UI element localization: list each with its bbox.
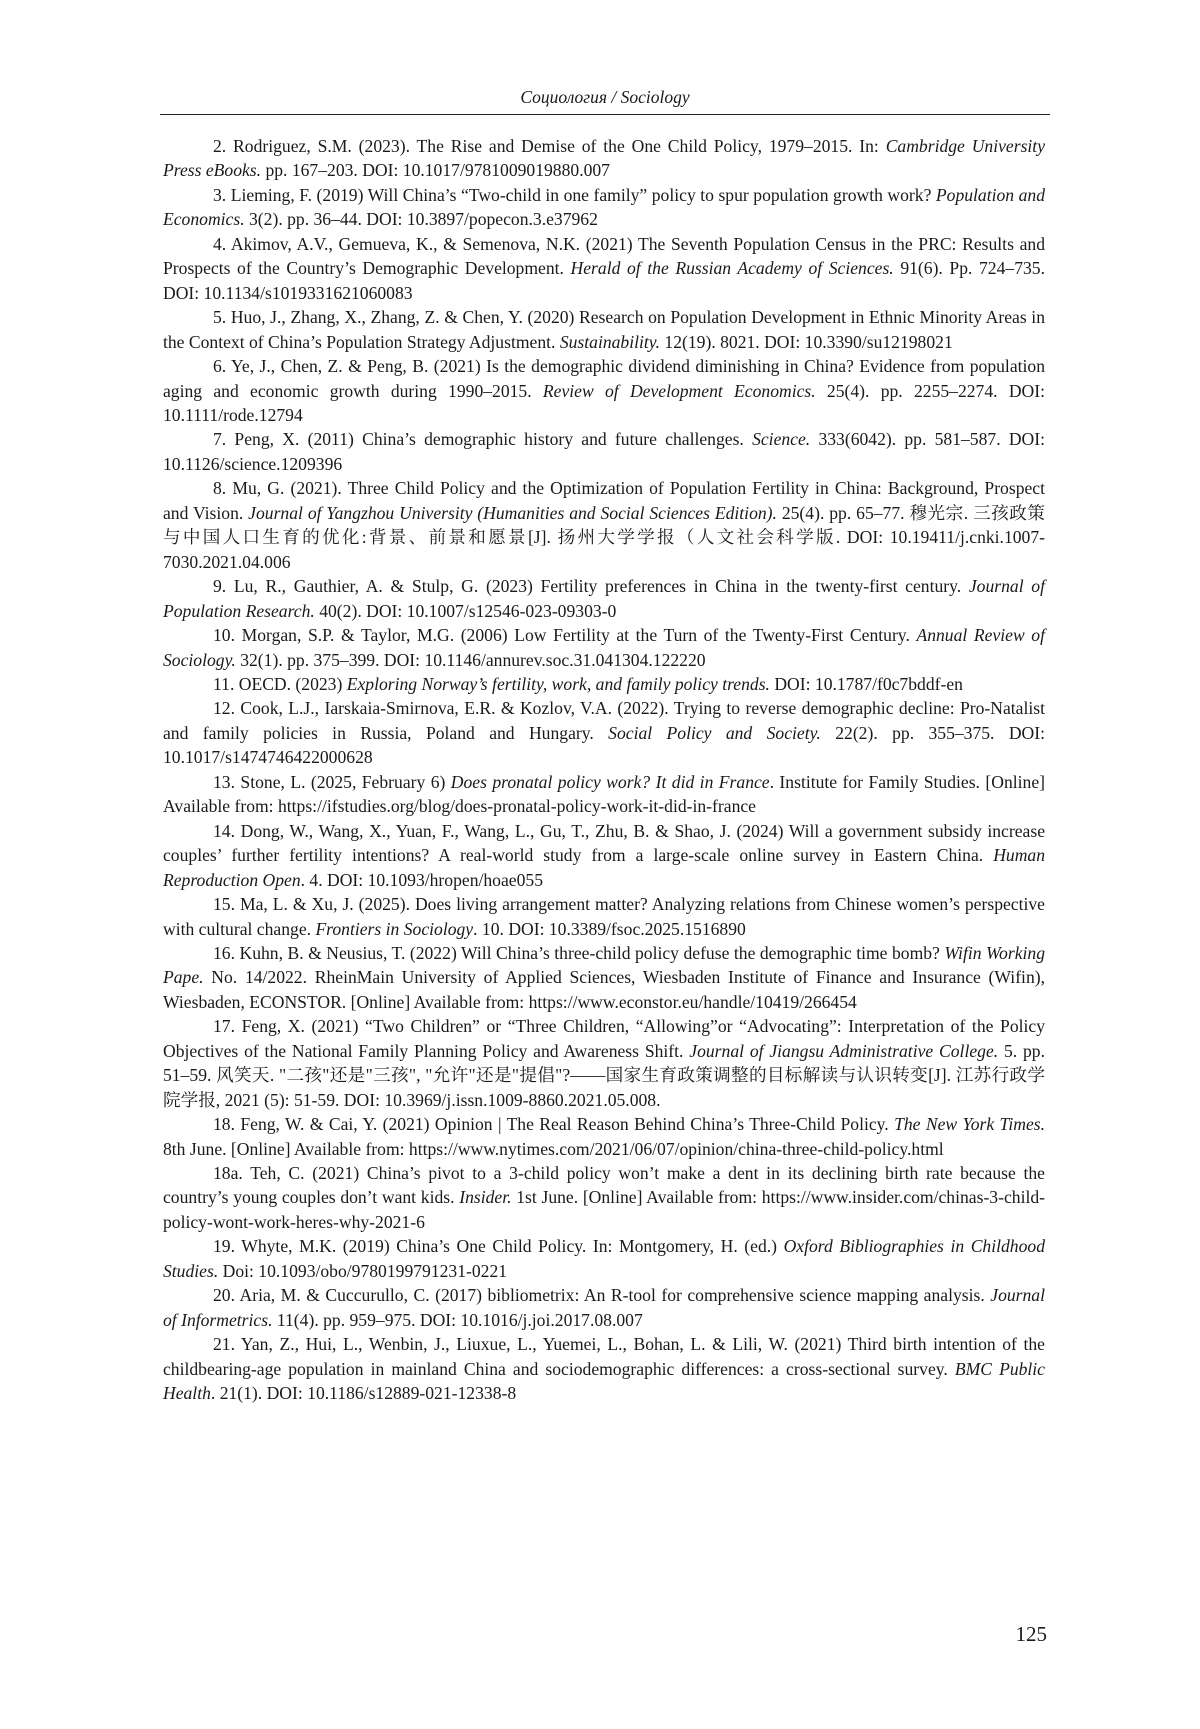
- reference-item-7: [163, 427, 1045, 476]
- reference-text: 7. Peng, X. (2011) China’s demographic history and future challenges.: [213, 429, 753, 450]
- reference-text: 4. Akimov, A.V., Gemueva, K., & Semenova, N.K. (2021) The Seventh Population Census in the PRC: Results and Prospects of the Country’s Demographic Development.: [163, 233, 1045, 279]
- reference-text: pp. 167–203. DOI: 10.1017/9781009019880.007: [261, 160, 610, 181]
- reference-text: 40(2). DOI: 10.1007/s12546-023-09303-0: [314, 600, 617, 621]
- reference-item-18: [163, 1112, 1045, 1161]
- reference-item-6: [163, 354, 1045, 427]
- reference-text: . 21(1). DOI: 10.1186/s12889-021-12338-8: [210, 1383, 517, 1404]
- reference-source-title: Journal of Jiangsu Administrative College.: [689, 1040, 999, 1061]
- reference-source-title: Wifin Working Pape.: [163, 942, 1045, 988]
- reference-list: [163, 134, 1045, 1406]
- reference-item-11: [163, 672, 1045, 696]
- reference-source-title: Journal of Population Research.: [163, 576, 1045, 621]
- reference-text: 12. Cook, L.J., Iarskaia-Smirnova, E.R. & Kozlov, V.A. (2022). Trying to reverse demographic decline: Pro-Natalist and family policies in Russia, Poland and Hungary.: [163, 698, 1045, 743]
- reference-item-2: [163, 134, 1045, 183]
- reference-text: 11. OECD. (2023): [213, 673, 347, 694]
- reference-item-14: [163, 819, 1045, 892]
- reference-text: 3. Lieming, F. (2019) Will China’s “Two-child in one family” policy to spur population growth work?: [213, 184, 936, 205]
- header-divider: [160, 114, 1050, 115]
- reference-item-20: [163, 1283, 1045, 1332]
- reference-source-title: Journal of Yangzhou University (Humanities and Social Sciences Edition).: [248, 502, 777, 523]
- reference-text: DOI: 10.1787/f0c7bddf-en: [769, 673, 963, 694]
- reference-item-8: [163, 476, 1045, 574]
- reference-text: 22(2). pp. 355–375. DOI: 10.1017/s1474746422000628: [163, 722, 1045, 768]
- reference-source-title: Sustainability.: [559, 331, 661, 352]
- reference-source-title: Journal of Informetrics.: [163, 1285, 1045, 1330]
- reference-text: 333(6042). pp. 581–587. DOI: 10.1126/science.1209396: [163, 429, 1045, 474]
- reference-text: 8. Mu, G. (2021). Three Child Policy and the Optimization of Population Fertility in China: Background, Prospect and Vision.: [163, 478, 1045, 523]
- reference-text: 1st June. [Online] Available from: https://www.insider.com/chinas-3-child-policy-wont-work-heres-why-2021-6: [163, 1187, 1045, 1232]
- reference-source-title: Population and Economics.: [163, 184, 1046, 230]
- reference-text: 91(6). Pp. 724–735. DOI: 10.1134/s1019331621060083: [163, 258, 1045, 303]
- reference-item-19: [163, 1234, 1045, 1283]
- reference-source-title: Herald of the Russian Academy of Sciences.: [570, 258, 894, 279]
- reference-text: 15. Ma, L. & Xu, J. (2025). Does living arrangement matter? Analyzing relations from Chinese women’s perspective with cultural change.: [163, 894, 1045, 939]
- reference-source-title: The New York Times.: [894, 1114, 1045, 1135]
- reference-text: 6. Ye, J., Chen, Z. & Peng, B. (2021) Is the demographic dividend diminishing in China? Evidence from population aging and economic growth during 1990–2015.: [163, 356, 1045, 401]
- reference-item-12: [163, 696, 1045, 769]
- reference-item-21: [163, 1332, 1045, 1405]
- reference-item-18a: [163, 1161, 1045, 1234]
- reference-source-title: Annual Review of Sociology.: [163, 625, 1045, 670]
- reference-text: No. 14/2022. RheinMain University of Applied Sciences, Wiesbaden Institute of Finance and Insurance (Wifin), Wiesbaden, ECONSTOR. [Online] Available from: https://www.econstor.eu/handle/10419/266454: [163, 967, 1045, 1012]
- running-header: Социология / Sociology: [520, 87, 690, 107]
- reference-source-title: Exploring Norway’s fertility, work, and family policy trends.: [346, 673, 770, 694]
- reference-text: 3(2). pp. 36–44. DOI: 10.3897/popecon.3.e37962: [244, 209, 598, 230]
- reference-item-3: [163, 183, 1045, 232]
- page-number: 125: [1015, 1622, 1047, 1646]
- reference-text: . 4. DOI: 10.1093/hropen/hoae055: [300, 869, 543, 890]
- reference-text: 13. Stone, L. (2025, February 6): [213, 771, 451, 792]
- reference-text: 20. Aria, M. & Cuccurullo, C. (2017) bibliometrix: An R-tool for comprehensive science mapping analysis.: [213, 1285, 991, 1306]
- reference-source-title: Human Reproduction Open: [163, 845, 1045, 890]
- reference-text: 8th June. [Online] Available from: https://www.nytimes.com/2021/06/07/opinion/china-three-child-policy.html: [163, 1138, 944, 1159]
- reference-source-title: Does pronatal policy work? It did in France: [450, 771, 770, 792]
- reference-item-13: [163, 770, 1045, 819]
- reference-text: 10. Morgan, S.P. & Taylor, M.G. (2006) Low Fertility at the Turn of the Twenty-First Century.: [213, 625, 917, 646]
- reference-text: . 10. DOI: 10.3389/fsoc.2025.1516890: [473, 918, 746, 939]
- reference-item-15: [163, 892, 1045, 941]
- reference-source-title: Science.: [752, 429, 811, 450]
- reference-item-16: [163, 941, 1045, 1014]
- reference-text: 2. Rodriguez, S.M. (2023). The Rise and Demise of the One Child Policy, 1979–2015. In:: [213, 136, 886, 156]
- reference-item-4: [163, 232, 1045, 305]
- reference-text: 9. Lu, R., Gauthier, A. & Stulp, G. (2023) Fertility preferences in China in the twenty-first century.: [213, 576, 969, 597]
- reference-item-5: [163, 305, 1045, 354]
- reference-source-title: Frontiers in Sociology: [315, 918, 474, 939]
- reference-source-title: Cambridge University Press eBooks.: [163, 136, 1046, 181]
- reference-text: 19. Whyte, M.K. (2019) China’s One Child Policy. In: Montgomery, H. (ed.): [213, 1236, 784, 1257]
- reference-text: 14. Dong, W., Wang, X., Yuan, F., Wang, L., Gu, T., Zhu, B. & Shao, J. (2024) Will a government subsidy increase couples’ further fertility intentions? A real-world study from a large-scale online survey in Eastern China.: [163, 820, 1045, 866]
- reference-text: 25(4). pp. 65–77. 穆光宗. 三孩政策与中国人口生育的优化:背景、前景和愿景[J]. 扬州大学学报（人文社会科学版. DOI: 10.19411/j.cnki.1007-7030.2021.04.006: [163, 502, 1045, 572]
- reference-text: 17. Feng, X. (2021) “Two Children” or “Three Children, “Allowing”or “Advocating”: Interpretation of the Policy Objectives of the National Family Planning Policy and Awareness Shift.: [163, 1016, 1045, 1061]
- reference-item-17: [163, 1014, 1045, 1112]
- reference-source-title: Social Policy and Society.: [608, 722, 821, 743]
- reference-text: 25(4). pp. 2255–2274. DOI: 10.1111/rode.12794: [163, 380, 1045, 425]
- reference-text: 21. Yan, Z., Hui, L., Wenbin, J., Liuxue, L., Yuemei, L., Bohan, L. & Lili, W. (2021) Third birth intention of the childbearing-age population in mainland China and sociodemographic differences: a cross-sectional survey.: [163, 1334, 1045, 1379]
- reference-text: 32(1). pp. 375–399. DOI: 10.1146/annurev.soc.31.041304.122220: [235, 649, 706, 670]
- reference-text: 18. Feng, W. & Cai, Y. (2021) Opinion | The Real Reason Behind China’s Three-Child Policy.: [213, 1114, 895, 1135]
- reference-source-title: Insider.: [459, 1187, 512, 1208]
- reference-item-10: [163, 623, 1045, 672]
- reference-source-title: Oxford Bibliographies in Childhood Studies.: [163, 1236, 1045, 1281]
- reference-source-title: Review of Development Economics.: [542, 380, 816, 401]
- reference-text: 5. pp. 51–59. 风笑天. "二孩"还是"三孩", "允许"还是"提倡"?——国家生育政策调整的目标解读与认识转变[J]. 江苏行政学院学报, 2021 (5): 51-59. DOI: 10.3969/j.issn.1009-8860.2021.05.008.: [163, 1040, 1046, 1110]
- reference-text: 12(19). 8021. DOI: 10.3390/su12198021: [660, 331, 953, 352]
- reference-source-title: BMC Public Health: [163, 1358, 1045, 1404]
- reference-text: 11(4). pp. 959–975. DOI: 10.1016/j.joi.2017.08.007: [272, 1309, 643, 1330]
- reference-item-9: [163, 574, 1045, 623]
- reference-text: 16. Kuhn, B. & Neusius, T. (2022) Will China’s three-child policy defuse the demographic time bomb?: [213, 942, 945, 963]
- reference-text: 18a. Teh, C. (2021) China’s pivot to a 3-child policy won’t make a dent in its declining birth rate because the country’s young couples don’t want kids.: [163, 1163, 1045, 1208]
- reference-text: 5. Huo, J., Zhang, X., Zhang, Z. & Chen, Y. (2020) Research on Population Development in Ethnic Minority Areas in the Context of China’s Population Strategy Adjustment.: [163, 307, 1045, 352]
- reference-text: . Institute for Family Studies. [Online] Available from: https://ifstudies.org/blog/does-pronatal-policy-work-it-did-in-france: [163, 771, 1045, 817]
- reference-text: Doi: 10.1093/obo/9780199791231-0221: [218, 1260, 508, 1281]
